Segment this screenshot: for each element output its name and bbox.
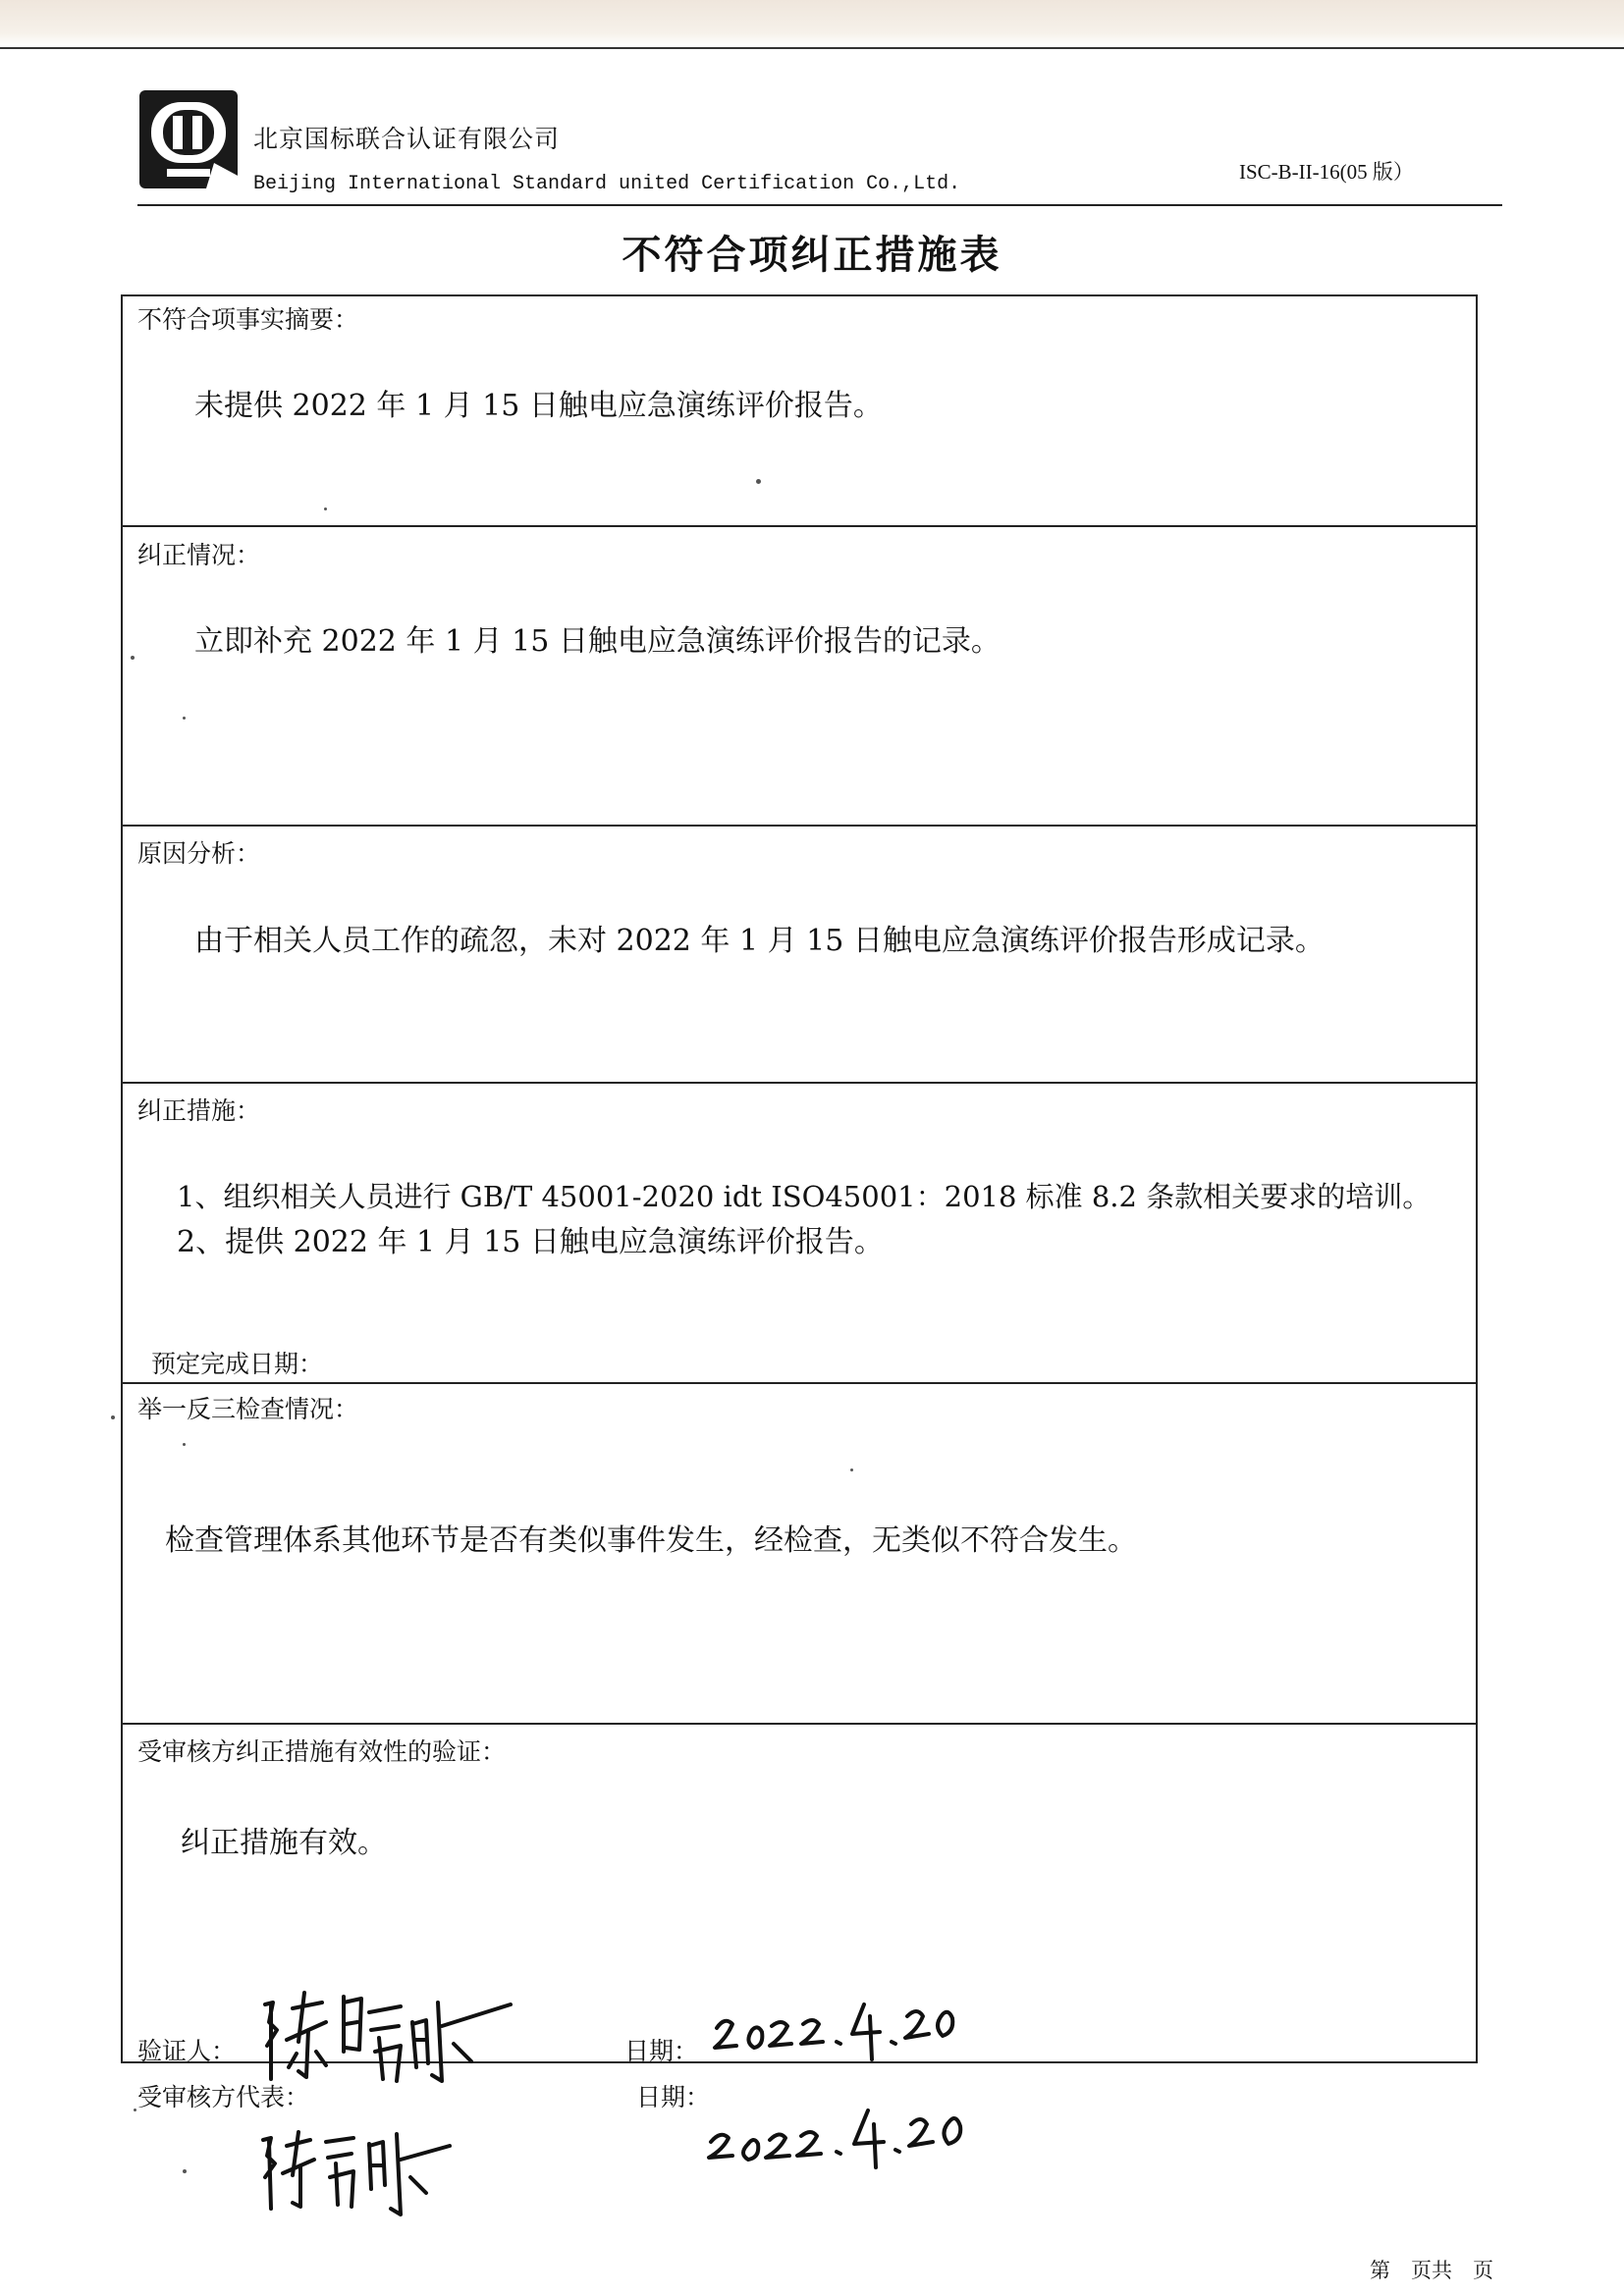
scan-speck	[131, 656, 135, 660]
correction-label: 纠正情况：	[137, 541, 261, 569]
header-divider	[137, 204, 1502, 206]
verification-date-handwritten	[707, 1983, 962, 2061]
summary-text: 未提供 2022 年 1 月 15 日触电应急演练评价报告。	[194, 389, 883, 423]
company-name-en: Beijing International Standard united Certification Co.,Ltd.	[253, 173, 961, 195]
extension-check-label: 举一反三检查情况：	[137, 1395, 359, 1423]
summary-label: 不符合项事实摘要：	[137, 305, 359, 334]
scan-edge	[0, 0, 1624, 49]
scan-speck	[183, 1443, 186, 1446]
correction-text: 立即补充 2022 年 1 月 15 日触电应急演练评价报告的记录。	[194, 624, 1001, 659]
cause-text: 由于相关人员工作的疏忽，未对 2022 年 1 月 15 日触电应急演练评价报告形成记录。	[194, 924, 1325, 958]
rep-date-handwritten	[703, 2091, 968, 2169]
row-divider	[121, 825, 1478, 827]
rep-date-label: 日期：	[636, 2083, 711, 2111]
scan-speck	[850, 1468, 853, 1471]
scan-speck	[183, 2169, 187, 2173]
planned-date-label: 预定完成日期：	[151, 1350, 324, 1378]
verifier-label: 验证人：	[137, 2037, 237, 2065]
company-logo	[137, 86, 244, 192]
extension-check-text: 检查管理体系其他环节是否有类似事件发生，经检查，无类似不符合发生。	[165, 1523, 1137, 1558]
verifier-signature	[253, 1983, 528, 2091]
measure-item: 1、组织相关人员进行 GB/T 45001-2020 idt ISO45001：2018 标准 8.2 条款相关要求的培训。	[177, 1180, 1432, 1213]
company-name-cn: 北京国标联合认证有限公司	[253, 125, 561, 153]
form-title: 不符合项纠正措施表	[622, 233, 1002, 278]
row-divider	[121, 1382, 1478, 1384]
auditee-rep-label: 受审核方代表：	[137, 2083, 310, 2111]
verification-text: 纠正措施有效。	[181, 1826, 387, 1860]
row-divider	[121, 1723, 1478, 1725]
form-code: ISC-B-II-16(05 版）	[1239, 160, 1414, 184]
measures-label: 纠正措施：	[137, 1096, 261, 1125]
auditee-rep-signature	[253, 2120, 469, 2218]
verification-label: 受审核方纠正措施有效性的验证：	[137, 1737, 507, 1766]
row-divider	[121, 1082, 1478, 1084]
scan-speck	[324, 507, 327, 510]
scan-speck	[134, 2109, 136, 2111]
scan-speck	[111, 1415, 115, 1419]
page-number: 第 页共 页	[1370, 2259, 1493, 2282]
scan-speck	[183, 717, 186, 720]
verification-date-label: 日期：	[624, 2037, 699, 2065]
row-divider	[121, 525, 1478, 527]
measure-item: 2、提供 2022 年 1 月 15 日触电应急演练评价报告。	[177, 1225, 884, 1259]
cause-label: 原因分析：	[137, 839, 261, 868]
scan-speck	[756, 479, 761, 484]
